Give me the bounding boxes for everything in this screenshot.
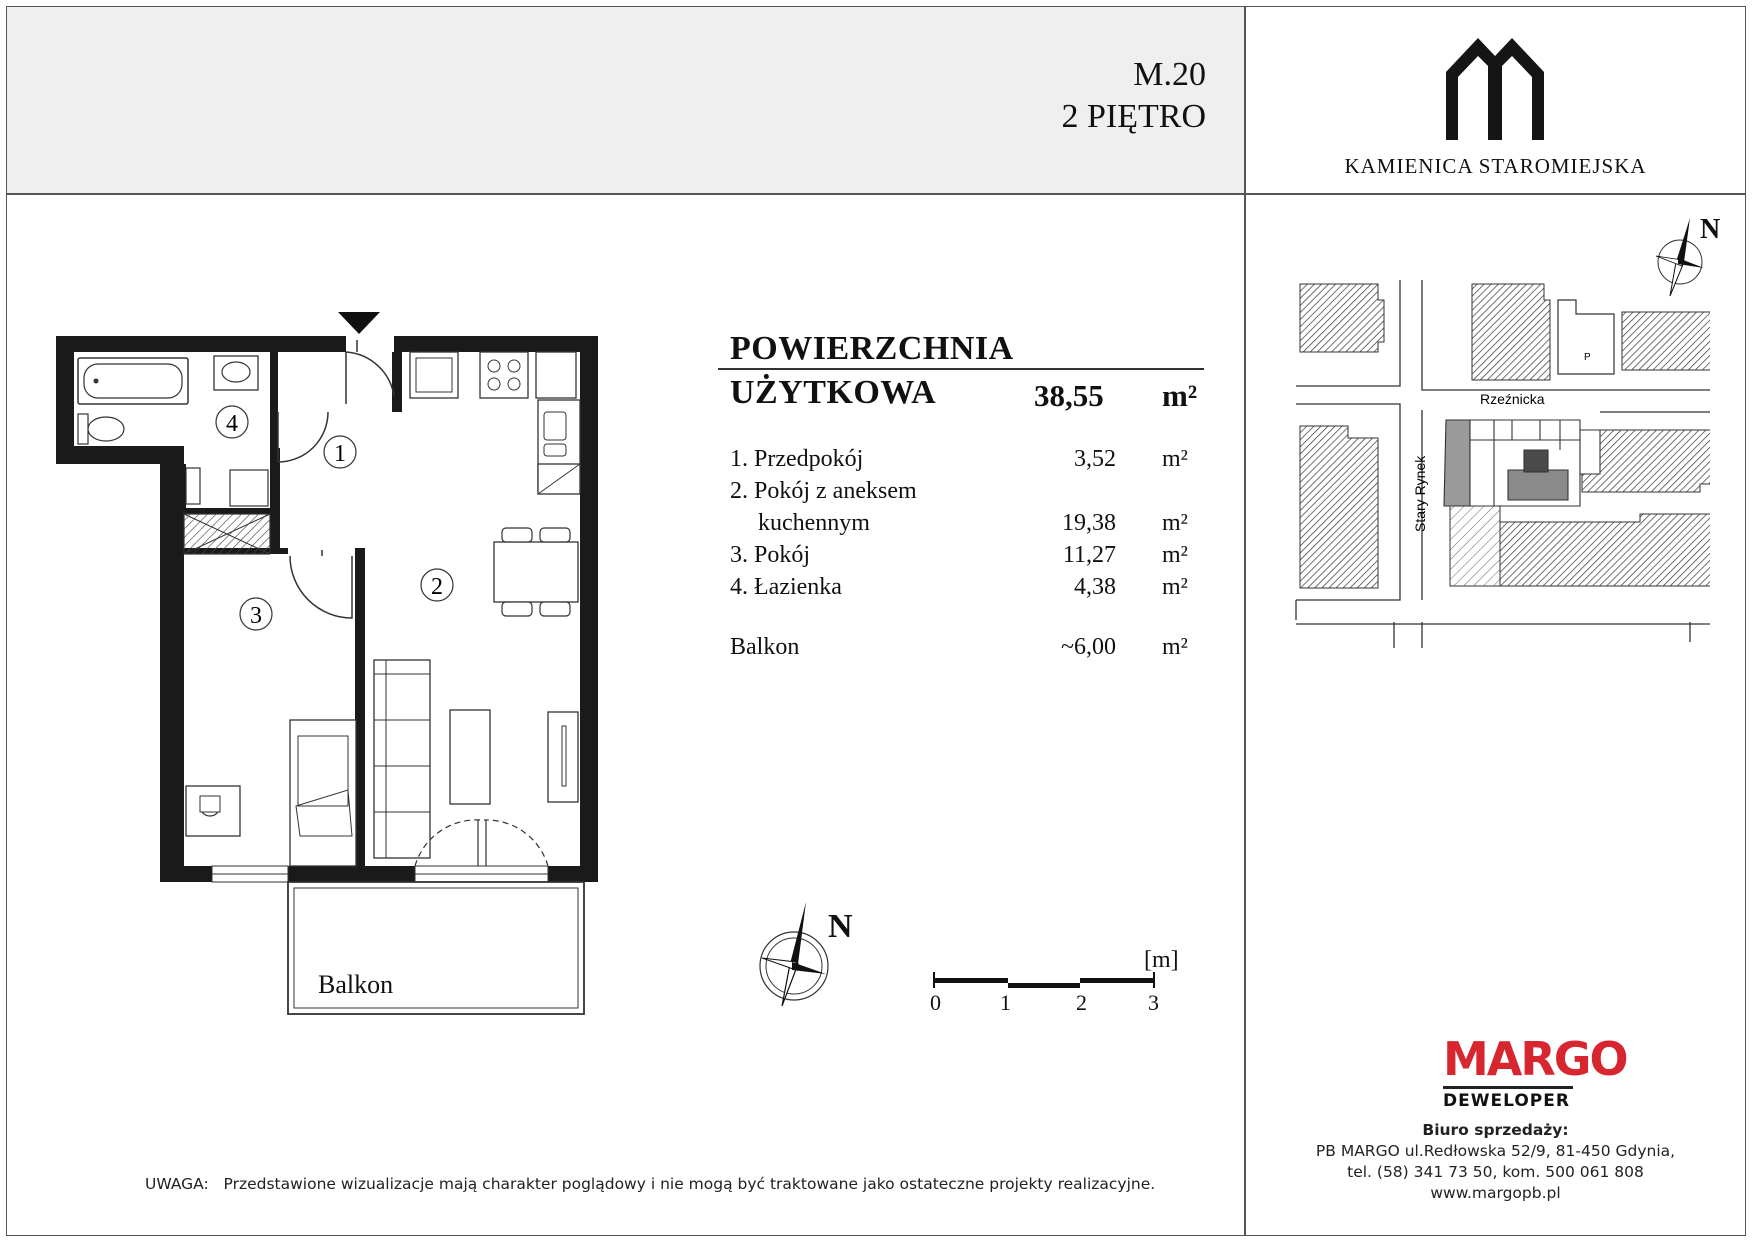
toilet [78,414,88,444]
area-total-value: 38,55 [1034,378,1104,413]
room-area: 19,38 [1062,510,1116,536]
street-label-stary-rynek: Stary Rynek [1412,455,1428,532]
room-unit: m² [1162,510,1188,536]
scale-tick: 3 [1148,990,1159,1015]
area-total-unit: m² [1162,378,1198,413]
scale-unit: [m] [1144,947,1179,973]
compass-north-label: N [828,908,853,945]
balcony-label: Balkon [318,970,394,999]
area-title: POWIERZCHNIA [730,330,1014,367]
list-item [730,446,1200,478]
entrance-arrow-icon [338,312,380,334]
scale-tick: 2 [1076,990,1087,1015]
sales-website[interactable]: www.margopb.pl [1430,1184,1561,1202]
area-subtitle: UŻYTKOWA [730,374,937,411]
margo-logo-word: MARGO [1443,1032,1627,1086]
balcony-name: Balkon [730,634,800,660]
room-number-1: 1 [334,441,346,467]
scale-tick: 1 [1000,990,1011,1015]
margo-logo [1443,1032,1627,1111]
street-label-rzeznicka: Rzeźnicka [1480,391,1545,407]
room-name: 4. Łazienka [730,574,842,600]
room-name: 2. Pokój z aneksem [730,478,917,504]
balcony-unit: m² [1162,634,1188,660]
balcony-row [730,634,1200,666]
header-divider [6,193,1746,195]
room-area: 11,27 [1062,542,1116,568]
column-divider [1244,6,1246,1236]
parking-mark: P [1584,352,1591,363]
room-number-2: 2 [431,574,443,600]
compass-small-north-label: N [1700,214,1721,245]
margo-logo-bar [1443,1086,1573,1089]
kamienica-logo-icon [1440,34,1550,142]
sales-office-label: Biuro sprzedaży: [1422,1121,1569,1139]
room-unit: m² [1162,542,1188,568]
sales-phone: tel. (58) 341 73 50, kom. 500 061 808 [1347,1163,1644,1181]
room-area: 4,38 [1074,574,1116,600]
area-title-rule [718,368,1204,370]
floor-plan [40,300,620,1020]
site-map [1290,210,1710,650]
list-item [730,574,1200,606]
margo-logo-sub: DEWELOPER [1443,1091,1570,1111]
floor-label: 2 PIĘTRO [1061,98,1206,135]
sales-address: PB MARGO ul.Redłowska 52/9, 81-450 Gdynia, [1315,1142,1676,1160]
room-number-3: 3 [250,603,262,629]
room-unit: m² [1162,446,1188,472]
balcony-area: ~6,00 [1061,634,1116,660]
scale-bar [932,972,1158,996]
room-name-continued: kuchennym [758,510,870,536]
compass-rose-icon [752,898,838,1008]
unit-code: M.20 [1133,56,1206,93]
room-area: 3,52 [1074,446,1116,472]
sales-contact [1245,1120,1746,1204]
room-unit: m² [1162,574,1188,600]
list-item [730,478,1200,542]
scale-tick: 0 [930,990,941,1015]
room-list [730,446,1200,606]
disclaimer: UWAGA: Przedstawione wizualizacje mają charakter poglądowy i nie mogą być traktowane jako ostateczne projekty realizacyjne. [145,1175,1156,1193]
room-number-4: 4 [226,411,238,437]
list-item [730,542,1200,574]
compass-small-icon [1656,218,1704,296]
room-name: 3. Pokój [730,542,811,568]
room-name: 1. Przedpokój [730,446,864,472]
brand-name: KAMIENICA STAROMIEJSKA [1344,154,1647,178]
